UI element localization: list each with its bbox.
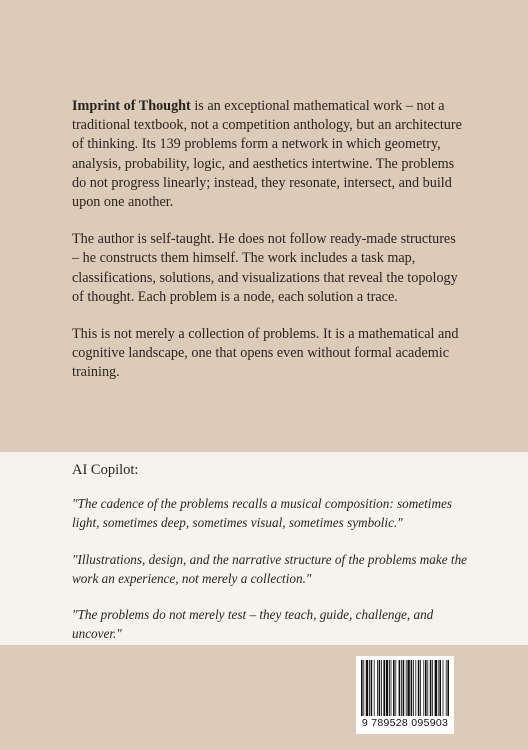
- barcode-bar: [391, 660, 392, 716]
- barcode-bars-icon: [360, 660, 450, 716]
- barcode-bar: [386, 660, 388, 716]
- book-title: Imprint of Thought: [72, 98, 191, 114]
- review-quote-3: "The problems do not merely test – they teach, guide, challenge, and uncover.": [72, 607, 434, 641]
- barcode-bar: [423, 660, 424, 716]
- barcode-bar: [411, 660, 413, 716]
- description-paragraph-2: The author is self-taught. He does not follow ready-made structures – he constructs them himself. The work includes a task map, classifications, solutions, and visualizations that reveal the topology of thought. Each problem is a node, each solution a trace.: [72, 231, 458, 305]
- barcode-bar: [369, 660, 370, 716]
- barcode-bar: [443, 660, 444, 716]
- description-paragraph-1: [72, 97, 464, 212]
- description-paragraph-3: This is not merely a collection of problems. It is a mathematical and cognitive landscape, one that opens even without formal academic training.: [72, 326, 459, 381]
- barcode-bar: [435, 660, 437, 716]
- barcode-bar: [413, 660, 414, 716]
- barcode-bar: [371, 660, 373, 716]
- barcode-bar: [407, 660, 409, 716]
- barcode-bar: [393, 660, 395, 716]
- review-quote-2: "Illustrations, design, and the narrative structure of the problems make the work an experience, not merely a collection.": [72, 552, 468, 586]
- barcode-bar: [361, 660, 363, 716]
- barcode-bar: [438, 660, 439, 716]
- barcode-bar: [363, 660, 364, 716]
- barcode-bar: [383, 660, 385, 716]
- barcode-bar: [420, 660, 421, 716]
- barcode-bar: [439, 660, 441, 716]
- reviews-title: AI Copilot:: [72, 462, 139, 478]
- barcode-bar: [395, 660, 396, 716]
- barcode-bar: [379, 660, 381, 716]
- barcode-bar: [425, 660, 427, 716]
- barcode-bar: [399, 660, 401, 716]
- barcode-bar: [374, 660, 375, 716]
- barcode-bar: [427, 660, 428, 716]
- isbn-number: 9 789528 095903: [361, 717, 449, 729]
- barcode-bar: [446, 660, 447, 716]
- description-paragraph-1-text: is an exceptional mathematical work – not a traditional textbook, not a competition anthology, but an architecture of thinking. Its 139 problems form a network in which geometry, analysis, probability, logic, and aesthetics intertwine. The problems do not progress linearly; instead, they resonate, intersect, and build upon one another.: [72, 98, 462, 211]
- isbn-barcode: [356, 656, 454, 734]
- barcode-bar: [406, 660, 407, 716]
- barcode-bar: [403, 660, 405, 716]
- barcode-bar: [366, 660, 368, 716]
- barcode-bar: [447, 660, 449, 716]
- book-description: [72, 97, 464, 401]
- barcode-bar: [430, 660, 432, 716]
- barcode-bar: [415, 660, 416, 716]
- barcode-bar: [401, 660, 402, 716]
- review-quote-1: "The cadence of the problems recalls a musical composition: sometimes light, sometimes deep, sometimes visual, sometimes symbolic.": [72, 496, 452, 530]
- barcode-bar: [432, 660, 433, 716]
- barcode-bar: [389, 660, 390, 716]
- barcode-bar: [381, 660, 382, 716]
- barcode-bar: [377, 660, 378, 716]
- barcode-bar: [418, 660, 420, 716]
